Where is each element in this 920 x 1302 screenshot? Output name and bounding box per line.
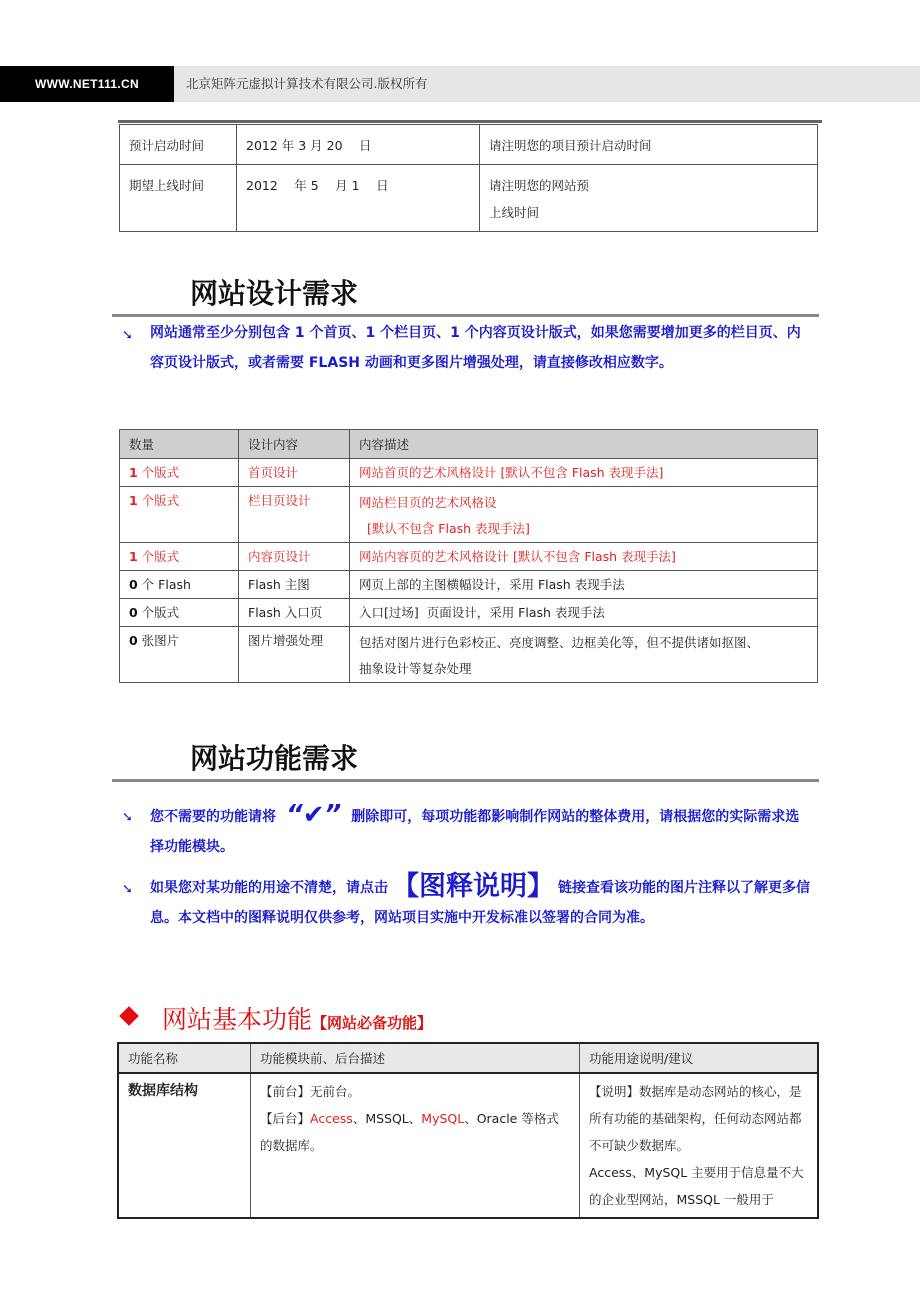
desc-cell: 网站内容页的艺术风格设计 [默认不包含 Flash 表现手法] (350, 543, 818, 571)
col-item: 设计内容 (239, 430, 350, 459)
table-row (118, 1073, 818, 1218)
launch-date[interactable]: 2012 年 5 月 1 日 (237, 165, 480, 232)
function-bullet-1: ➘ 您不需要的功能请将 “✔” 删除即可，每项功能都影响制作网站的整体费用，请根据您的实际需求选择功能模块。 (122, 800, 800, 855)
start-date[interactable]: 2012 年 3 月 20 日 (237, 125, 480, 165)
qty-cell[interactable]: 0 张图片 (120, 627, 239, 683)
start-label: 预计启动时间 (120, 125, 237, 165)
col-function-usage: 功能用途说明/建议 (580, 1043, 819, 1073)
basic-function-table (117, 1042, 819, 1219)
diamond-icon (119, 1006, 139, 1026)
desc-cell: 网站栏目页的艺术风格设 [默认不包含 Flash 表现手法] (350, 487, 818, 543)
launch-label: 期望上线时间 (120, 165, 237, 232)
function-desc-cell: 【前台】无前台。 【后台】Access、MSSQL、MySQL、Oracle 等格式的数据库。 (251, 1073, 580, 1218)
launch-note-line2: 上线时间 (489, 205, 540, 220)
item-cell: Flash 主图 (239, 571, 350, 599)
desc-cell: 入口[过场] 页面设计，采用 Flash 表现手法 (350, 599, 818, 627)
item-cell: 内容页设计 (239, 543, 350, 571)
function-name-cell[interactable]: 数据库结构 (118, 1073, 251, 1218)
qty-cell[interactable]: 0 个 Flash (120, 571, 239, 599)
table-header (120, 430, 818, 459)
arrow-bullet-icon: ➘ (122, 328, 133, 343)
table-row (120, 599, 818, 627)
basic-section-title: 网站基本功能 (162, 1005, 313, 1034)
table-row (120, 165, 818, 232)
table-row (120, 487, 818, 543)
design-table (119, 429, 818, 683)
site-url: WWW.NET111.CN (0, 66, 174, 102)
desc-cell: 网页上部的主图横幅设计，采用 Flash 表现手法 (350, 571, 818, 599)
qty-cell[interactable]: 1 个版式 (120, 459, 239, 487)
launch-note (480, 165, 818, 232)
qty-cell[interactable]: 1 个版式 (120, 543, 239, 571)
table-row (120, 125, 818, 165)
table-header (118, 1043, 818, 1073)
design-section-title: 网站设计需求 (190, 277, 359, 310)
design-bullet-text: 网站通常至少分别包含 1 个首页、1 个栏目页、1 个内容页设计版式，如果您需要增加更多的栏目页、内容页设计版式，或者需要 FLASH 动画和更多图片增强处理，请直接修改相应数字。 (150, 325, 801, 371)
arrow-bullet-icon: ➘ (122, 810, 133, 825)
col-function-name: 功能名称 (118, 1043, 251, 1073)
col-function-desc: 功能模块前、后台描述 (251, 1043, 580, 1073)
qty-cell[interactable]: 1 个版式 (120, 487, 239, 543)
schedule-table (119, 124, 818, 232)
launch-note-line1: 请注明您的网站预 (489, 178, 590, 193)
arrow-bullet-icon: ➘ (122, 882, 133, 897)
col-qty: 数量 (120, 430, 239, 459)
item-cell: Flash 入口页 (239, 599, 350, 627)
qty-cell[interactable]: 0 个版式 (120, 599, 239, 627)
item-cell: 首页设计 (239, 459, 350, 487)
company-copyright: 北京矩阵元虚拟计算技术有限公司.版权所有 (174, 66, 920, 102)
table-row (120, 459, 818, 487)
design-bullet (122, 318, 812, 378)
function-bullet-2: ➘ 如果您对某功能的用途不清楚，请点击 【图释说明】 链接查看该功能的图片注释以了解更多信息。本文档中的图释说明仅供参考，网站项目实施中开发标准以签署的合同为准。 (122, 871, 810, 926)
function-section-title: 网站功能需求 (190, 742, 359, 775)
illustration-link[interactable]: 【图释说明】 (392, 871, 554, 902)
desc-cell: 包括对图片进行色彩校正、亮度调整、边框美化等，但不提供诸如抠图、 抽象设计等复杂处理 (350, 627, 818, 683)
divider (118, 120, 822, 123)
item-cell: 栏目页设计 (239, 487, 350, 543)
col-desc: 内容描述 (350, 430, 818, 459)
basic-section-subtitle: 【网站必备功能】 (312, 1014, 433, 1032)
function-usage-cell: 【说明】数据库是动态网站的核心，是所有功能的基础架构，任何动态网站都不可缺少数据库。 Access、MySQL 主要用于信息量不大的企业型网站，MSSQL 一般用于 (580, 1073, 819, 1218)
desc-cell: 网站首页的艺术风格设计 [默认不包含 Flash 表现手法] (350, 459, 818, 487)
start-note: 请注明您的项目预计启动时间 (480, 125, 818, 165)
section-rule (112, 314, 819, 317)
table-row (120, 627, 818, 683)
item-cell: 图片增强处理 (239, 627, 350, 683)
table-row (120, 543, 818, 571)
section-rule (112, 779, 819, 782)
checkmark-icon: “✔” (286, 800, 342, 830)
table-row (120, 571, 818, 599)
